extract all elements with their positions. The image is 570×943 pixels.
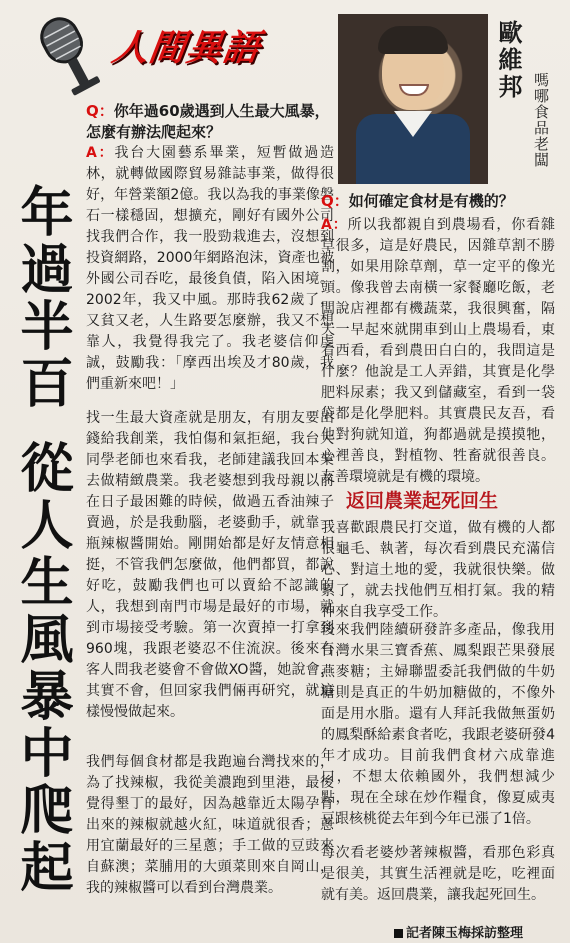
headline-line-1: 年過半百	[12, 184, 74, 412]
paragraph-5: 後來我們陸續研發許多產品，像我用台灣水果三寶香蕉、鳳梨跟芒果發展燕麥糖；主婦聯盟委託我們做的牛奶糖則是真正的牛奶加糖做的，不像外面是用水脂。還有人拜託我做無蛋奶的鳳梨酥給素食者吃，我跟老婆研發4年才成功。目前我們食材六成靠進口，不想太依賴國外，我們想減少點，現在全球在炒作糧食，像夏威夷豆跟核桃從去年到今年已漲了1倍。	[321, 622, 555, 827]
answer-mark: A：	[86, 145, 115, 161]
question-2	[321, 191, 551, 211]
question-mark: Q：	[321, 192, 349, 210]
byline-text: 記者陳玉梅採訪整理	[406, 926, 524, 941]
person-name: 歐維邦	[494, 20, 523, 101]
question-mark: Q：	[86, 102, 114, 120]
question-1-text: 你年過60歲遇到人生最大風暴，怎麼有辦法爬起來？	[86, 102, 330, 141]
answer-2	[321, 215, 555, 488]
person-role: 嗎哪食品老闆	[532, 72, 550, 168]
square-bullet-icon	[394, 929, 403, 938]
headline	[8, 184, 78, 914]
column-title: 人間異語	[109, 27, 264, 69]
paragraph-4: 我喜歡跟農民打交道，做有機的人都很龜毛、執著，每次看到農民充滿信心、對這土地的愛，我就很快樂。做累了，就去找他們互相打氣。我的精神來自我享受工作。	[321, 520, 555, 620]
question-2-text: 如何確定食材是有機的？	[348, 192, 514, 210]
answer-2-text: 所以我都親自到農場看，你看雜草很多，這是好農民，因雜草割不勝割，如果用除草劑，草一定平的像光頭。像我曾去南橫一家餐廳吃飯，老闆說店裡都有機蔬菜，我很興奮，隔天一早起來就開車到山上農場看，東看西看，看到農田白白的，我問這是什麼？他說是工人弄錯，其實是化學肥料尿素；我又到儲藏室，看到一袋袋都是化學肥料。其實農民友吾，看他對狗就知道，狗都過就是摸摸牠，心裡善良，對植物、牲畜就很善良。友善環境就是有機的環境。	[321, 217, 555, 485]
byline	[394, 922, 523, 941]
portrait-photo	[338, 14, 488, 184]
paragraph-3: 我們每個食材都是我跑遍台灣找來的，為了找辣椒，我從美濃跑到里港，最後覺得墾丁的最好，因為越靠近太陽孕育出來的辣椒就越火紅，味道就很香；蔥用宜蘭最好的三星蔥；手工做的豆豉來自蘇澳；菜脯用的大頭菜則來自岡山，我的辣椒醬可以看到台灣農業。	[86, 754, 334, 896]
answer-1	[86, 143, 334, 395]
microphone-icon	[18, 8, 122, 100]
headline-line-2: 從人生風暴中爬起	[12, 440, 74, 896]
section-heading: 返回農業起死回生	[346, 490, 499, 512]
paragraph-2: 找一生最大資產就是朋友，有朋友要出錢給我創業，我怕傷和氣拒絕，我台大同學老師也來看我，老師建議我回本業去做精緻農業。我老婆想到我母親以前在日子最困難的時候，做過五香油辣子賣過，於是我動腦，老婆動手，就靠一瓶辣椒醬開始。剛開始都是好友情意相挺，不管我們怎麼做，他們都買，都說好吃，鼓勵我們也可以賣給不認識的人，我想到南門市場是最好的市場，就到市場接受考驗。第一次賣掉一打拿到960塊，我跟老婆忍不住流淚。後來有客人問我老婆會不會做XO醬，她說會，其實不會，但回家我們倆再研究，就這樣慢慢做起來。	[86, 410, 334, 720]
question-1	[86, 101, 334, 143]
answer-mark: A：	[321, 217, 348, 233]
answer-1-text: 我台大園藝系畢業，短暫做過造林，就轉做國際貿易雜誌事業，做得很好，年營業額2億。我以為我的事業像磐石一樣穩固，想擴充，剛好有國外公司找我們合作，我一股勁栽進去，沒想到投資網路，2000年網路泡沫，資產也被外國公司吞吃，最後負債，陷入困境。2002年，我又中風。那時我62歲了，又貧又老，人生路要怎麼辦，我又不想靠人，我覺得我完了。我老婆信仰虔誠，鼓勵我：「摩西出埃及才80歲，我們重新來吧！」	[86, 145, 335, 392]
paragraph-6: 每次看老婆炒著辣椒醬，看那色彩真是很美，其實生活裡就是吃，吃裡面就有美。返回農業，讓我起死回生。	[321, 845, 555, 903]
